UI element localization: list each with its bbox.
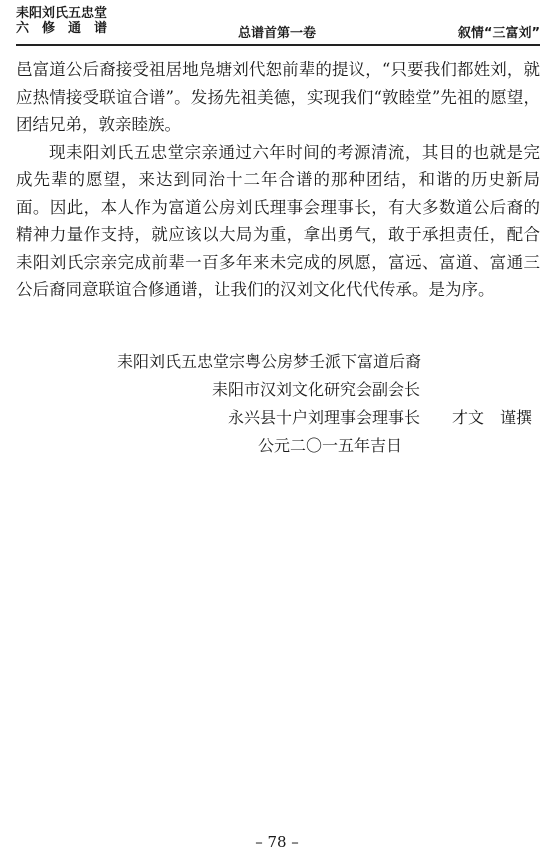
signature-line-1: 耒阳刘氏五忠堂宗粤公房梦壬派下富道后裔 bbox=[117, 352, 422, 371]
header-section: 叙情“三富刘” bbox=[457, 26, 540, 41]
header-divider bbox=[16, 44, 540, 46]
signature-line-3 bbox=[228, 404, 532, 432]
header-volume: 总谱首第一卷 bbox=[238, 26, 317, 41]
signature-author: 才文 谨撰 bbox=[452, 408, 533, 427]
page-number: – 78 – bbox=[255, 833, 299, 851]
signature-line-2: 耒阳市汉刘文化研究会副会长 bbox=[212, 380, 421, 399]
body-text bbox=[16, 56, 540, 304]
signature-date: 公元二〇一五年吉日 bbox=[258, 436, 403, 455]
paragraph-2: 现耒阳刘氏五忠堂宗亲通过六年时间的考源清流，其目的也就是完成先辈的愿望，来达到同治十二年合谱的那种团结，和谐的历史新局面。因此，本人作为富道公房刘氏理事会理事长，有大多数道公后裔的精神力量作支持，就应该以大局为重，拿出勇气，敢于承担责任，配合耒阳刘氏宗亲完成前辈一百多年来未完成的夙愿，富远、富道、富通三公后裔同意联谊合修通谱，让我们的汉刘文化代代传承。是为序。 bbox=[16, 142, 540, 299]
header-edition: 六修通谱 bbox=[16, 21, 121, 36]
header-title-block bbox=[16, 6, 120, 36]
page-header bbox=[16, 6, 540, 48]
header-clan-name: 耒阳刘氏五忠堂 bbox=[16, 6, 108, 21]
signature-title: 永兴县十户刘理事会理事长 bbox=[228, 408, 421, 427]
paragraph-1: 邑富道公后裔接受祖居地凫塘刘代恕前辈的提议，“只要我们都姓刘，就应热情接受联谊合谱”。发扬先祖美德，实现我们“敦睦堂”先祖的愿望，团结兄弟，敦亲睦族。 bbox=[16, 60, 540, 134]
